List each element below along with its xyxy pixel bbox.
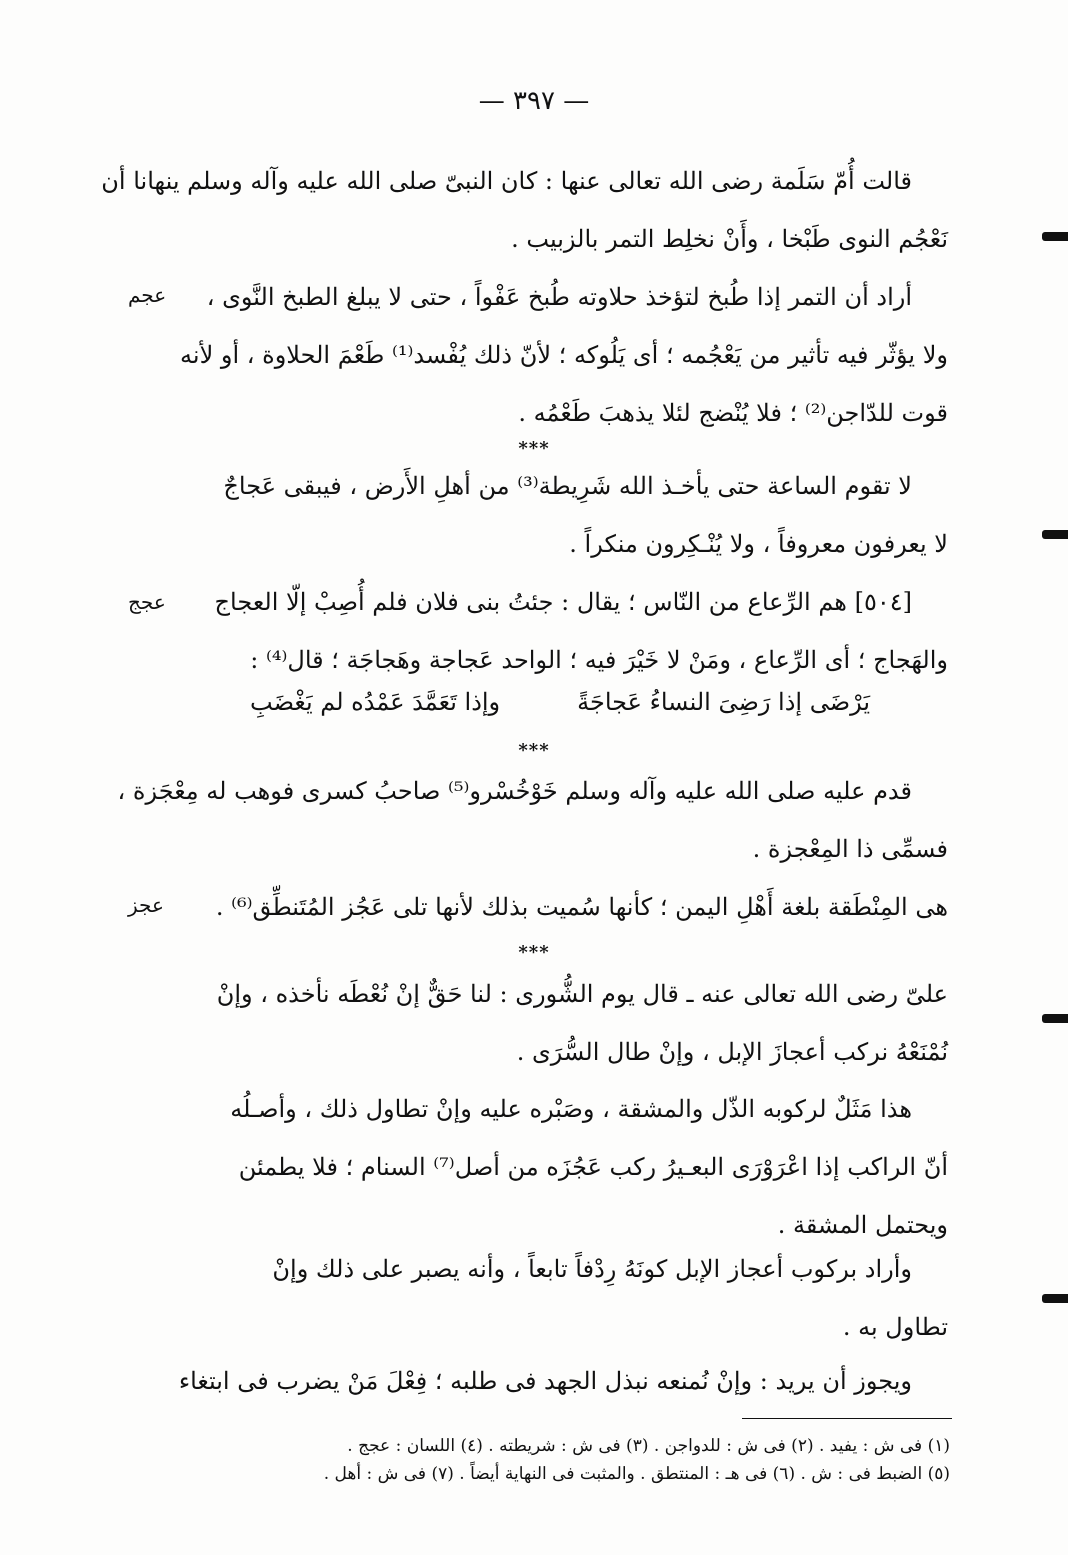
scan-edge-mark [1042,1294,1068,1303]
text-line: نُمْنَعْهُ نركب أعجازَ الإبل ، وإنْ طال السُّرَى . [516,1038,948,1066]
text-line: علىّ رضى الله تعالى عنه ـ قال يوم الشُّورى : لنا حَقٌّ إنْ نُعْطَه نأخذه ، وإنْ [216,980,948,1008]
text-line: هذا مَثَلٌ لركوبه الذّل والمشقة ، وصَبْره عليه وإنْ تطاول ذلك ، وأصـلُه [230,1095,912,1123]
text-line: لا تقوم الساعة حتى يأخـذ الله شَرِيطة⁽³⁾ من أهلِ الأَرض ، فيبقى عَجاجٌ [223,472,912,500]
text-line: ويجوز أن يريد : وإنْ نُمنعه نبذل الجهد فى طلبه ؛ فِعْلَ مَنْ يضرب فى ابتغاء [178,1367,912,1395]
text-line: ولا يؤثّر فيه تأثير من يَعْجُمه ؛ أى يَلُوكه ؛ لأنّ ذلك يُفْسد⁽¹⁾ طَعْمَ الحلاوة ، أو لأنه [180,341,948,369]
footnote-line: (٥) الضبط فى : ش . (٦) فى هـ : المنتطق . والمثبت فى النهاية أيضاً . (٧) فى ش : أهل . [323,1464,950,1484]
scan-edge-mark [1042,530,1068,539]
section-separator: *** [518,942,550,963]
margin-headword: عجز [128,893,164,917]
text-line: [٥٠٤] هم الرِّعاع من النّاس ؛ يقال : جئتُ بنى فلان فلم أُصِبْ إلّا العجاج [214,588,912,616]
text-line: قوت للدّاجن⁽²⁾ ؛ فلا يُنْضج لئلا يذهبَ طَعْمُه . [518,399,948,427]
margin-headword: عجج [128,590,166,614]
text-line: قالت أُمّ سَلَمة رضى الله تعالى عنها : كان النبىّ صلى الله عليه وآله وسلم ينهانا أن [101,167,912,195]
scan-edge-mark [1042,232,1068,241]
paragraph-3 [190,457,948,573]
section-separator: *** [518,438,550,459]
paragraph-8 [190,1080,948,1254]
text-line: هى المِنْطَقة بلغة أَهْلِ اليمن ؛ كأنها سُميت بذلك لأنها تلى عَجُز المُتَنطِّق⁽⁶⁾ . [215,893,948,921]
text-line: تطاول به . [842,1313,948,1341]
text-line: أراد أن التمر إذا طُبخ لتؤخذ حلاوته طُبخ عَفْواً ، حتى لا يبلغ الطبخ النَّوى ، [206,283,912,311]
section-separator: *** [518,740,550,761]
text-line: قدم عليه صلى الله عليه وآله وسلم خَوْخُسْرو⁽⁵⁾ صاحبُ كسرى فوهب له مِعْجَزة ، [117,777,912,805]
margin-headword: عجم [128,283,167,307]
text-line: فسمِّى ذا المِعْجزة . [752,835,948,863]
text-line: لا يعرفون معروفاً ، ولا يُنْـكِرون منكراً . [569,530,948,558]
poetry-verse [250,688,870,716]
text-line: والهَجاج ؛ أى الرِّعاع ، ومَنْ لا خَيْرَ فيه ؛ الواحد عَجاجة وهَجاجَة ؛ قال⁽⁴⁾ : [250,646,948,674]
text-line: نَعْجُم النوى طَبْخا ، وأَنْ نخلِط التمر بالزبيب . [511,225,948,253]
paragraph-6 [190,878,948,936]
paragraph-5 [117,762,948,878]
text-line: أنّ الراكب إذا اعْرَوْرَى البعـيرُ ركب عَجُزَه من أصل⁽⁷⁾ السنام ؛ فلا يطمئن [238,1153,948,1181]
footnotes [210,1432,950,1488]
footnote-rule [742,1418,952,1419]
paragraph-2 [180,268,948,442]
verse-second-hemistich: وإذا تَعَمَّدَ عَمْدُه لم يَغْضَبِ [250,688,501,716]
footnote-line: (١) فى ش : يفيد . (٢) فى ش : للدواجن . (٣) فى ش : شريطته . (٤) اللسان : عجج . [347,1436,950,1456]
verse-first-hemistich: يَرْضَى إذا رَضِىَ النساءُ عَجاجَةً [577,688,870,716]
scan-edge-mark [1042,1014,1068,1023]
paragraph-9 [190,1240,948,1356]
text-line: وأراد بركوب أعجاز الإبل كونَهُ رِدْفاً تابعاً ، وأنه يصبر على ذلك وإنْ [272,1255,912,1283]
text-line: ويحتمل المشقة . [777,1211,948,1239]
paragraph-1 [101,152,948,268]
page-number: — ٣٩٧ — [478,86,590,116]
paragraph-10 [178,1352,948,1410]
paragraph-7 [190,965,948,1081]
paragraph-4 [190,573,948,689]
